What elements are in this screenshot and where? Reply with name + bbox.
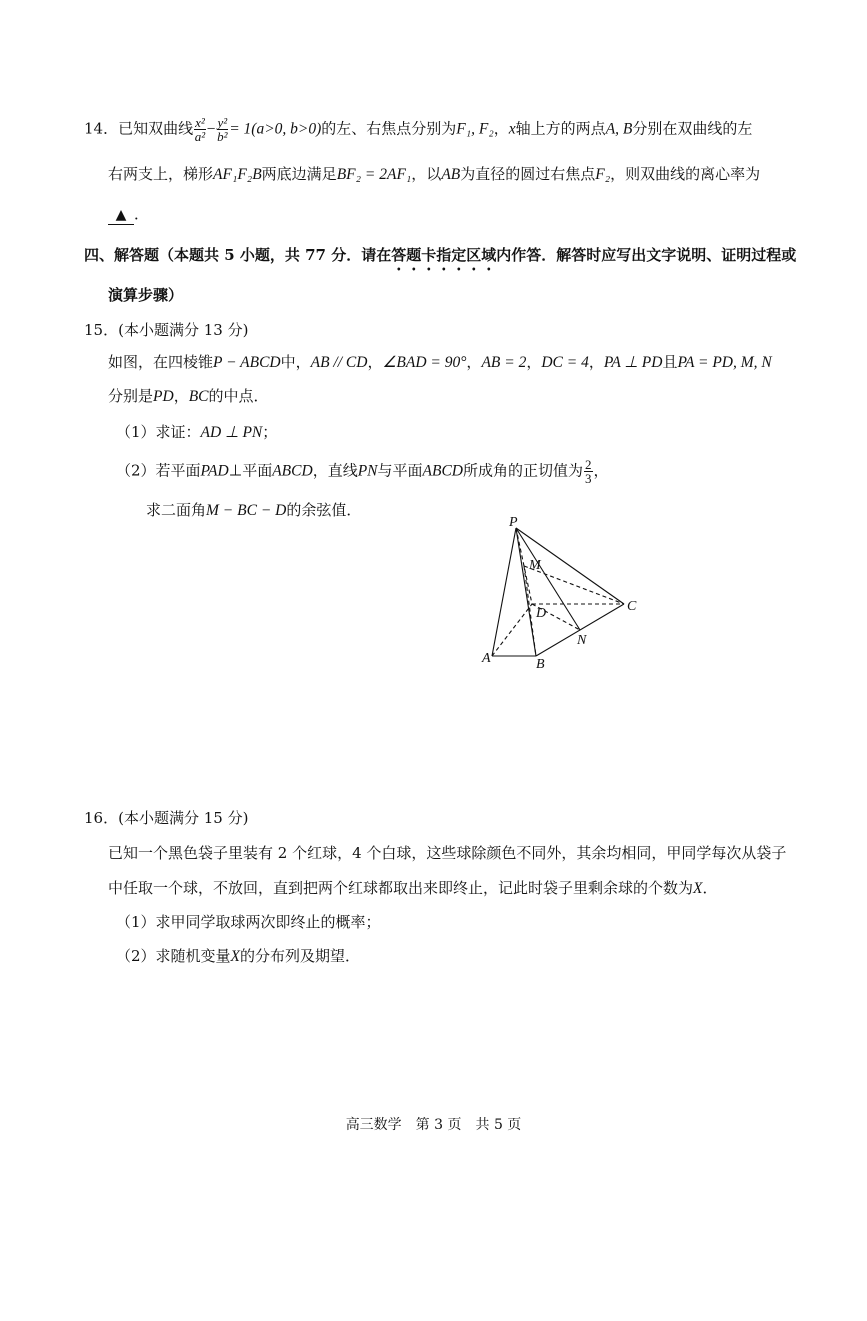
q16-part-2: （2）求随机变量X的分布列及期望．	[116, 947, 361, 965]
label-N: N	[577, 633, 587, 648]
q15-part-1: （1）求证：AD ⊥ PN；	[116, 423, 278, 441]
q14-line-2: 右两支上，梯形AF₁F₂B两底边满足BF₂ = 2AF₁，以AB为直径的圆过右焦点F₂，则双曲线的离心率为	[108, 165, 761, 183]
fraction-y2-b2: $\frac{\text{y²}}{\text{b²}}$	[217, 115, 228, 144]
label-B: B	[536, 657, 545, 672]
page-footer: 高三数学 第 3 页 共 5 页	[345, 1117, 522, 1133]
q15-part-2-line-2: 求二面角M − BC − D的余弦值．	[146, 501, 362, 519]
fraction-two-thirds: $\frac{2}{3}$	[585, 457, 592, 486]
q15-line-1: 如图，在四棱锥P − ABCD中，AB // CD，∠BAD = 90°，AB = 2，DC = 4，PA ⊥ PD且PA = PD, M, N	[108, 353, 772, 371]
q14-number: 14．	[84, 119, 119, 138]
label-D: D	[536, 606, 547, 621]
q14-line-1: 14．已知双曲线 $\frac{\text{x²}}{\text{a²}}$ − $\frac{\text{y²}}{\text{b²}}$ = 1(a>0, b>0)的左、右焦点分别为F₁, F₂，x轴上方的两点A, B分别在双曲线的左	[84, 115, 753, 144]
section-4-heading-line-2: 演算步骤）	[108, 286, 184, 304]
q16-part-1: （1）求甲同学取球两次即终止的概率；	[116, 913, 381, 931]
q16-line-1: 已知一个黑色袋子里装有 2 个红球，4 个白球，这些球除颜色不同外，其余均相同，甲同学每次从袋子	[108, 844, 787, 862]
q15-line-2: 分别是PD，BC的中点．	[108, 387, 269, 405]
q16-line-2: 中任取一个球，不放回，直到把两个红球都取出来即终止，记此时袋子里剩余球的个数为X．	[108, 879, 718, 897]
q15-part-2: （2）若平面PAD⊥平面ABCD，直线PN与平面ABCD所成角的正切值为 $\frac{2}{3}$ ，	[116, 457, 609, 486]
label-C: C	[627, 599, 637, 614]
q15-header: 15．(本小题满分 13 分)	[84, 321, 249, 339]
q16-header: 16．(本小题满分 15 分)	[84, 809, 249, 827]
hyperbola-condition: = 1(a>0, b>0)	[229, 120, 322, 138]
q14-line-3: ▲ ．	[108, 202, 149, 226]
pyramid-figure	[470, 508, 650, 673]
answer-blank: ▲	[108, 206, 134, 225]
section-4-heading: 四、解答题（本题共 5 小题，共 77 分．请在答题卡指定区域内作答．解答时应写出文字说明、证明过程或	[84, 246, 797, 264]
label-P: P	[509, 515, 518, 530]
dotted-emphasis: 答题卡指定区域	[391, 246, 497, 264]
label-A: A	[482, 651, 491, 666]
fraction-x2-a2: $\frac{\text{x²}}{\text{a²}}$	[194, 115, 206, 144]
label-M: M	[529, 558, 541, 573]
